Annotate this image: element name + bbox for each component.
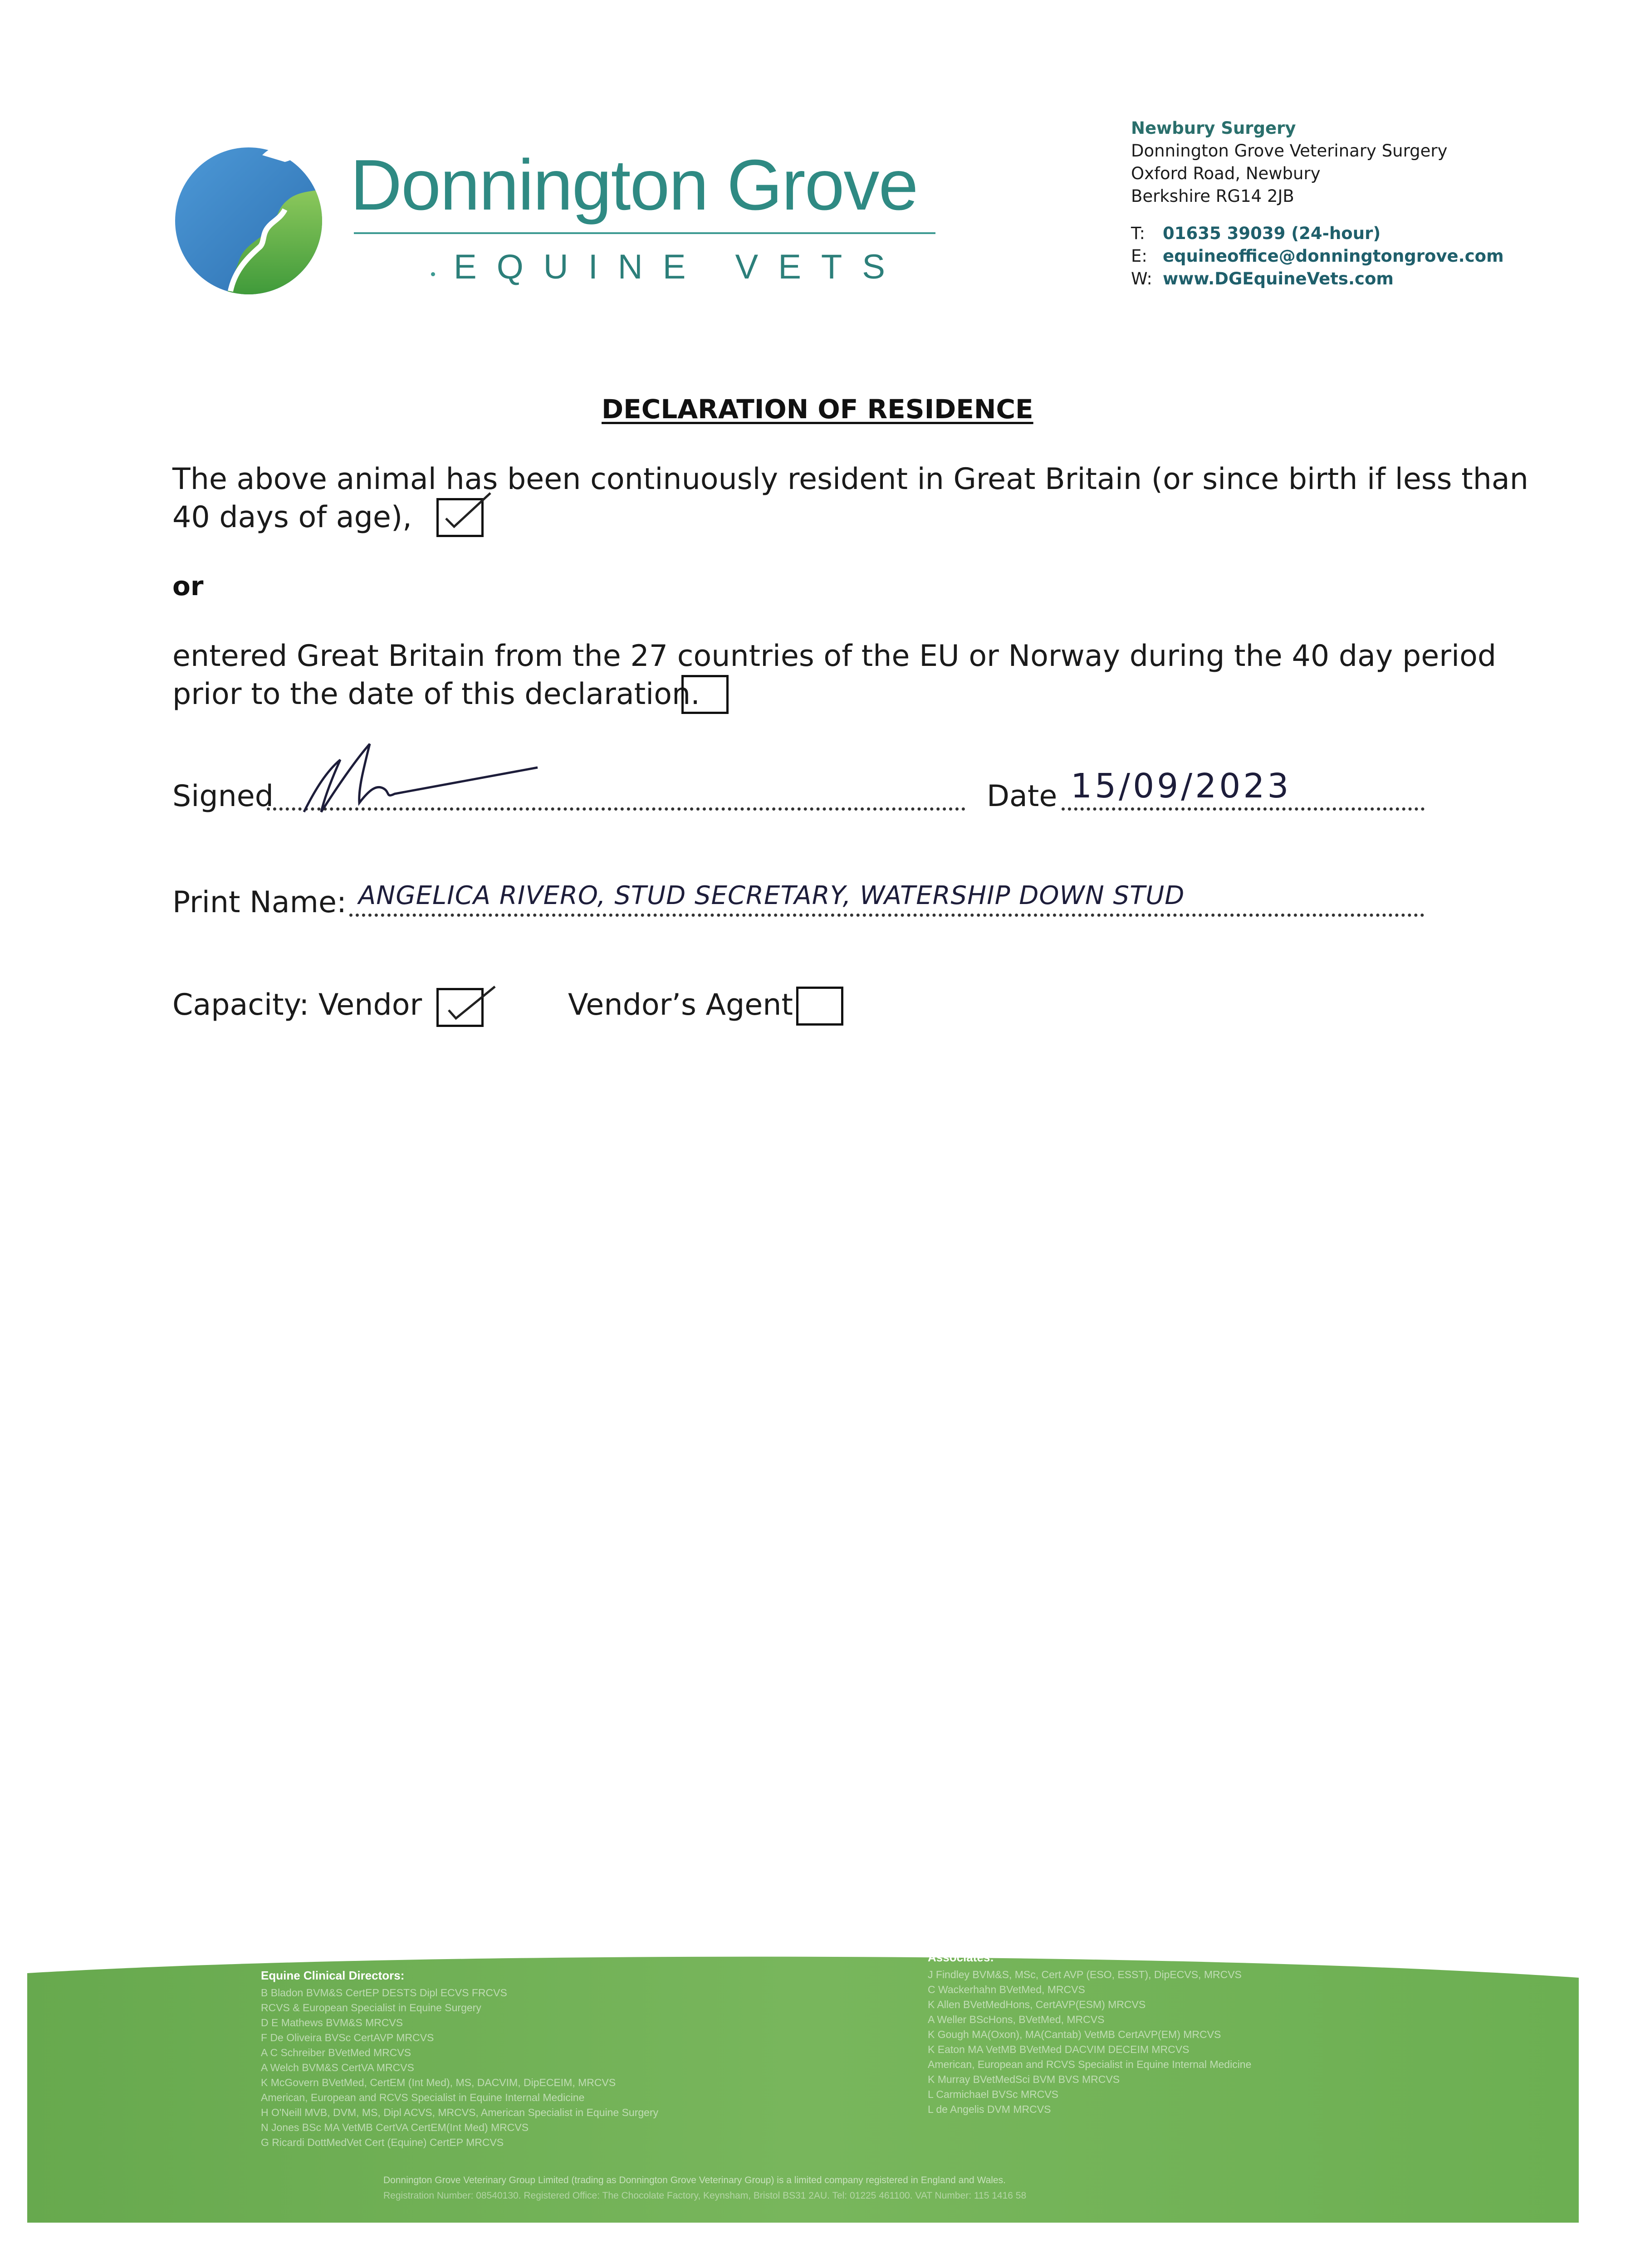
vendors-agent-label: Vendor’s Agent (568, 988, 793, 1022)
address-line: Donnington Grove Veterinary Surgery (1131, 141, 1448, 161)
entered-statement (172, 637, 1496, 714)
company-line: Donnington Grove Veterinary Group Limited (trading as Donnington Grove Veterinary Group) is a limited company registered in England and Wales. (383, 2175, 1006, 2185)
phone-value: 01635 39039 (24-hour) (1163, 224, 1381, 243)
director-entry: A Welch BVM&S CertVA MRCVS (261, 2062, 414, 2073)
web-value[interactable]: www.DGEquineVets.com (1163, 269, 1394, 288)
director-entry: G Ricardi DottMedVet Cert (Equine) CertEP MRCVS (261, 2136, 504, 2148)
associate-entry: A Weller BScHons, BVetMed, MRCVS (928, 2014, 1105, 2025)
print-name-line (349, 914, 1425, 917)
web-key: W: (1131, 269, 1152, 288)
resident-statement-line: 40 days of age), (172, 500, 412, 534)
associate-entry: K Allen BVetMedHons, CertAVP(ESM) MRCVS (928, 1999, 1146, 2010)
director-entry: K McGovern BVetMed, CertEM (Int Med), MS, DACVIM, DipECEIM, MRCVS (261, 2077, 616, 2088)
print-name-label: Print Name: (172, 885, 347, 919)
director-entry: F De Oliveira BVSc CertAVP MRCVS (261, 2032, 434, 2043)
page-title: DECLARATION OF RESIDENCE (602, 394, 1033, 425)
date-value[interactable]: 15/09/2023 (1071, 767, 1292, 806)
director-entry: A C Schreiber BVetMed MRCVS (261, 2047, 411, 2058)
checkbox-vendors-agent[interactable] (796, 987, 843, 1026)
associate-entry: J Findley BVM&S, MSc, Cert AVP (ESO, ESST), DipECVS, MRCVS (928, 1969, 1242, 1980)
brand-subtitle: EQUINE VETS (454, 248, 905, 286)
or-label: or (172, 571, 204, 601)
associate-entry: C Wackerhahn BVetMed, MRCVS (928, 1984, 1085, 1995)
email-key: E: (1131, 246, 1147, 266)
associate-entry: K Gough MA(Oxon), MA(Cantab) VetMB CertAVP(EM) MRCVS (928, 2028, 1221, 2040)
address-surgery: Newbury Surgery (1131, 118, 1296, 138)
date-label: Date (987, 779, 1057, 813)
associate-entry: K Eaton MA VetMB BVetMed DACVIM DECEIM MRCVS (928, 2043, 1190, 2055)
checkbox-resident[interactable] (436, 498, 484, 537)
entered-statement-line: entered Great Britain from the 27 countries of the EU or Norway during the 40 day period (172, 639, 1497, 673)
resident-statement (172, 460, 1528, 537)
logo-mark (171, 142, 326, 296)
signed-label: Signed (172, 779, 274, 813)
capacity-vendor-label: Capacity: Vendor (172, 988, 422, 1022)
director-entry: N Jones BSc MA VetMB CertVA CertEM(Int Med) MRCVS (261, 2121, 529, 2133)
brand-dot (431, 272, 435, 276)
contact-block (1131, 222, 1504, 290)
checkbox-entered[interactable] (681, 675, 729, 714)
director-entry: D E Mathews BVM&S MRCVS (261, 2017, 403, 2028)
associate-entry: K Murray BVetMedSci BVM BVS MRCVS (928, 2073, 1120, 2085)
check-mark-icon (441, 490, 496, 536)
address-line: Oxford Road, Newbury (1131, 164, 1321, 183)
print-name-value[interactable]: ANGELICA RIVERO, STUD SECRETARY, WATERSHIP DOWN STUD (358, 881, 1185, 910)
director-entry: RCVS & European Specialist in Equine Surgery (261, 2002, 481, 2014)
associate-entry: L de Angelis DVM MRCVS (928, 2103, 1051, 2115)
directors-block (261, 1969, 658, 2150)
director-entry: H O'Neill MVB, DVM, MS, Dipl ACVS, MRCVS, American Specialist in Equine Surgery (261, 2107, 659, 2118)
associates-heading: Associates: (928, 1950, 994, 1964)
address-block (1131, 117, 1448, 208)
company-line: Registration Number: 08540130. Registered Office: The Chocolate Factory, Keynsham, Bristol BS31 2AU. Tel: 01225 461100. VAT Number: 115 1416 58 (383, 2190, 1027, 2201)
associates-block (928, 1950, 1251, 2117)
email-value[interactable]: equineoffice@donningtongrove.com (1163, 246, 1504, 266)
resident-statement-line: The above animal has been continuously resident in Great Britain (or since birth if less than (172, 462, 1528, 496)
brand-divider (354, 232, 935, 234)
company-info (383, 2173, 1026, 2204)
address-line: Berkshire RG14 2JB (1131, 186, 1294, 206)
director-entry: B Bladon BVM&S CertEP DESTS Dipl ECVS FRCVS (261, 1987, 507, 1999)
entered-statement-line: prior to the date of this declaration. (172, 677, 700, 711)
phone-key: T: (1131, 224, 1146, 243)
brand-name: Donnington Grove (350, 145, 918, 225)
checkbox-vendor[interactable] (436, 988, 484, 1027)
date-line (1062, 807, 1425, 811)
associate-entry: L Carmichael BVSc MRCVS (928, 2088, 1059, 2100)
directors-heading: Equine Clinical Directors: (261, 1969, 405, 1982)
director-entry: American, European and RCVS Specialist in Equine Internal Medicine (261, 2092, 585, 2103)
signature-image (290, 735, 544, 821)
check-mark-icon (442, 985, 501, 1030)
associate-entry: American, European and RCVS Specialist in Equine Internal Medicine (928, 2058, 1252, 2070)
